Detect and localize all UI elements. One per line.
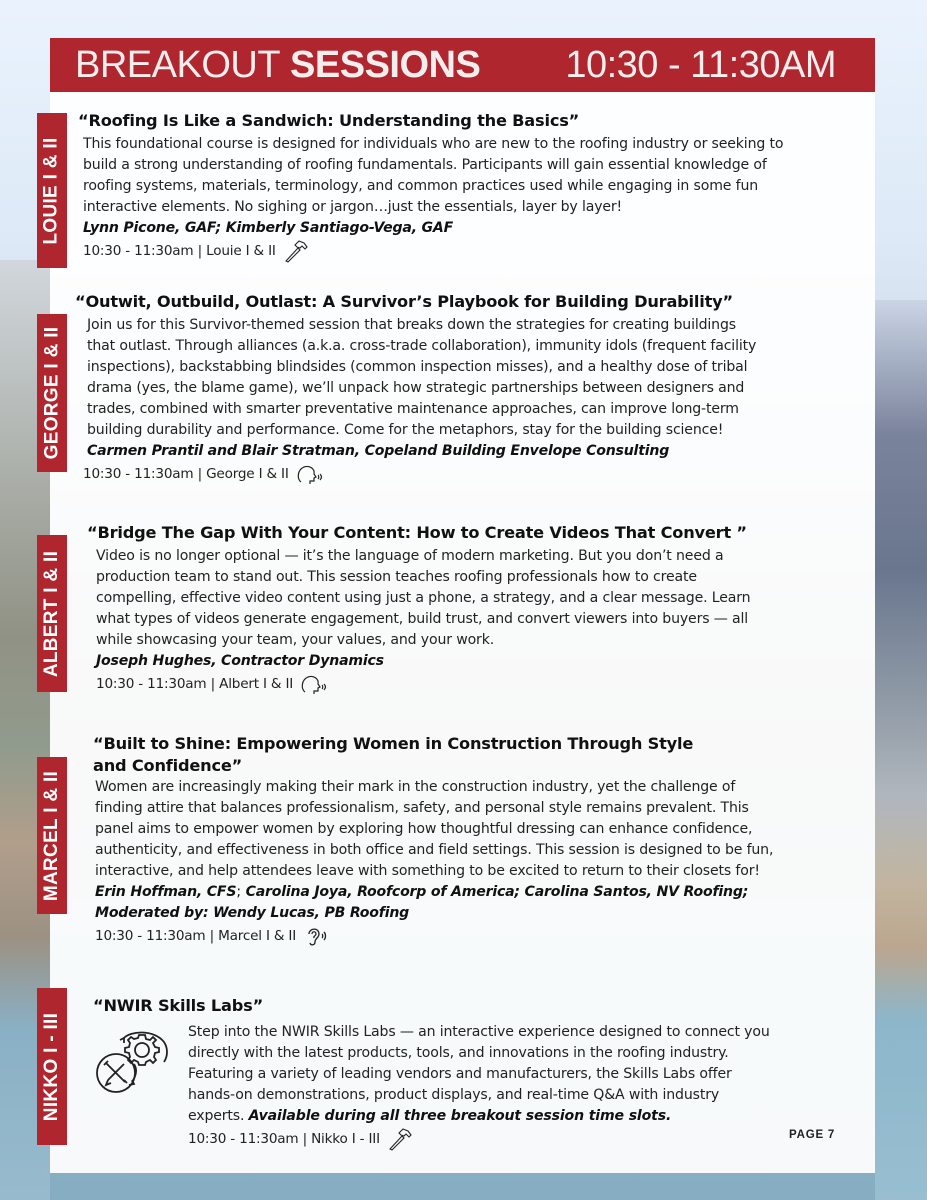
room-tab-label: GEORGE I & II <box>41 326 63 460</box>
speaker-separator: ; <box>236 884 241 900</box>
description-line: drama (yes, the blame game), we’ll unpack how strategic partnerships between designers and <box>87 380 745 396</box>
description-line: finding attire that balances professionalism, safety, and personal style remains prevalent. This <box>95 800 749 816</box>
session-description <box>87 315 875 441</box>
session-title: “Roofing Is Like a Sandwich: Understanding the Basics” <box>78 111 580 130</box>
session-title: “NWIR Skills Labs” <box>93 996 264 1015</box>
session-time-location <box>96 672 877 696</box>
session-title: “Bridge The Gap With Your Content: How to Create Videos That Convert ” <box>87 523 747 542</box>
session-speakers: Lynn Picone, GAF; Kimberly Santiago-Vega, GAF <box>83 220 454 236</box>
room-tab-label: ALBERT I & II <box>41 550 62 677</box>
speaker: Erin Hoffman, CFS <box>95 884 237 900</box>
page-number: PAGE 7 <box>789 1129 836 1141</box>
session-survivor-playbook <box>75 291 875 486</box>
session-description <box>95 777 883 882</box>
hammer-icon <box>386 1127 414 1151</box>
description-line: Step into the NWIR Skills Labs — an interactive experience designed to connect you <box>188 1024 770 1040</box>
description-line: building durability and performance. Come for the metaphors, stay for the building science! <box>87 422 724 438</box>
session-built-to-shine <box>93 733 883 948</box>
session-time-location <box>95 924 883 948</box>
session-moderator: Moderated by: Wendy Lucas, PB Roofing <box>95 905 410 921</box>
page-header <box>50 38 875 92</box>
speaking-head-icon <box>295 462 323 486</box>
hammer-icon <box>282 239 310 263</box>
description-line: compelling, effective video content using just a phone, a strategy, and a clear message. Learn <box>96 590 751 606</box>
header-time: 10:30 - 11:30AM <box>565 43 836 86</box>
time-location-text: 10:30 - 11:30am | Albert I & II <box>96 676 294 692</box>
session-roofing-basics <box>78 110 878 263</box>
description-text: experts. <box>188 1108 249 1124</box>
room-tab-label: NIKKO I - III <box>41 1012 62 1121</box>
description-line <box>188 1106 883 1127</box>
description-line: production team to stand out. This session teaches roofing professionals how to create <box>96 569 697 585</box>
room-tab-label: MARCEL I & II <box>41 770 63 901</box>
session-description <box>96 546 877 651</box>
description-line: what types of videos generate engagement, build trust, and convert viewers into buyers — all <box>96 611 749 627</box>
description-line: Women are increasingly making their mark in the construction industry, yet the challenge of <box>95 779 736 795</box>
gear-tools-cycle-icon <box>94 1030 170 1096</box>
title-line: and Confidence” <box>93 756 243 775</box>
session-time-location <box>188 1127 883 1151</box>
description-line: panel aims to empower women by exploring how thoughtful dressing can enhance confidence, <box>95 821 753 837</box>
session-title: “Outwit, Outbuild, Outlast: A Survivor’s Playbook for Building Durability” <box>75 292 733 311</box>
session-title <box>93 733 883 777</box>
session-skills-labs <box>93 995 883 1151</box>
description-line: directly with the latest products, tools, and innovations in the roofing industry. <box>188 1045 729 1061</box>
description-line: Featuring a variety of leading vendors and manufacturers, the Skills Labs offer <box>188 1066 732 1082</box>
description-line: interactive elements. No sighing or jargon…just the essentials, layer by layer! <box>83 199 623 215</box>
room-tab-label: LOUIE I & II <box>41 136 62 245</box>
session-time-location <box>83 462 875 486</box>
time-location-text: 10:30 - 11:30am | Louie I & II <box>83 243 276 259</box>
room-tab-louie <box>37 113 67 268</box>
listening-ear-icon <box>302 924 330 948</box>
session-speakers <box>95 882 883 903</box>
session-video-content <box>87 522 877 696</box>
time-location-text: 10:30 - 11:30am | Nikko I - III <box>188 1131 380 1147</box>
speaker: Carolina Joya, Roofcorp of America; Carolina Santos, NV Roofing; <box>240 884 749 900</box>
description-line: while showcasing your team, your values, and your work. <box>96 632 495 648</box>
room-tab-nikko <box>37 988 67 1145</box>
session-description <box>188 1022 883 1127</box>
description-line: hands-on demonstrations, product displays, and real-time Q&A with industry <box>188 1087 720 1103</box>
time-location-text: 10:30 - 11:30am | George I & II <box>83 466 289 482</box>
description-line: Join us for this Survivor-themed session that breaks down the strategies for creating buildings <box>87 317 736 333</box>
description-line: authenticity, and effectiveness in both office and field settings. This session is designed to be fun, <box>95 842 774 858</box>
header-title-bold: SESSIONS <box>290 43 481 86</box>
session-description <box>83 134 878 218</box>
time-location-text: 10:30 - 11:30am | Marcel I & II <box>95 928 297 944</box>
room-tab-george <box>37 314 67 472</box>
description-line: roofing systems, materials, terminology, and common practices used while engaging in some fun <box>83 178 759 194</box>
title-line: “Built to Shine: Empowering Women in Construction Through Style <box>93 734 694 753</box>
description-line: This foundational course is designed for individuals who are new to the roofing industry or seeking to <box>83 136 784 152</box>
availability-note: Available during all three breakout session time slots. <box>248 1108 672 1124</box>
session-speakers: Joseph Hughes, Contractor Dynamics <box>96 653 384 669</box>
header-title-light: BREAKOUT <box>75 43 281 86</box>
description-line: Video is no longer optional — it’s the language of modern marketing. But you don’t need a <box>96 548 724 564</box>
description-line: build a strong understanding of roofing fundamentals. Participants will gain essential knowledge of <box>83 157 767 173</box>
room-tab-albert <box>37 535 67 692</box>
session-speakers: Carmen Prantil and Blair Stratman, Copeland Building Envelope Consulting <box>87 443 670 459</box>
description-line: interactive, and help attendees leave with something to be excited to return to their closets for! <box>95 863 760 879</box>
description-line: that outlast. Through alliances (a.k.a. cross-trade collaboration), immunity idols (frequent facility <box>87 338 757 354</box>
speaking-head-icon <box>299 672 327 696</box>
description-line: inspections), backstabbing blindsides (common inspection misses), and a healthy dose of tribal <box>87 359 748 375</box>
session-time-location <box>83 239 878 263</box>
room-tab-marcel <box>37 757 67 914</box>
description-line: trades, combined with smarter preventative maintenance approaches, can improve long-term <box>87 401 739 417</box>
